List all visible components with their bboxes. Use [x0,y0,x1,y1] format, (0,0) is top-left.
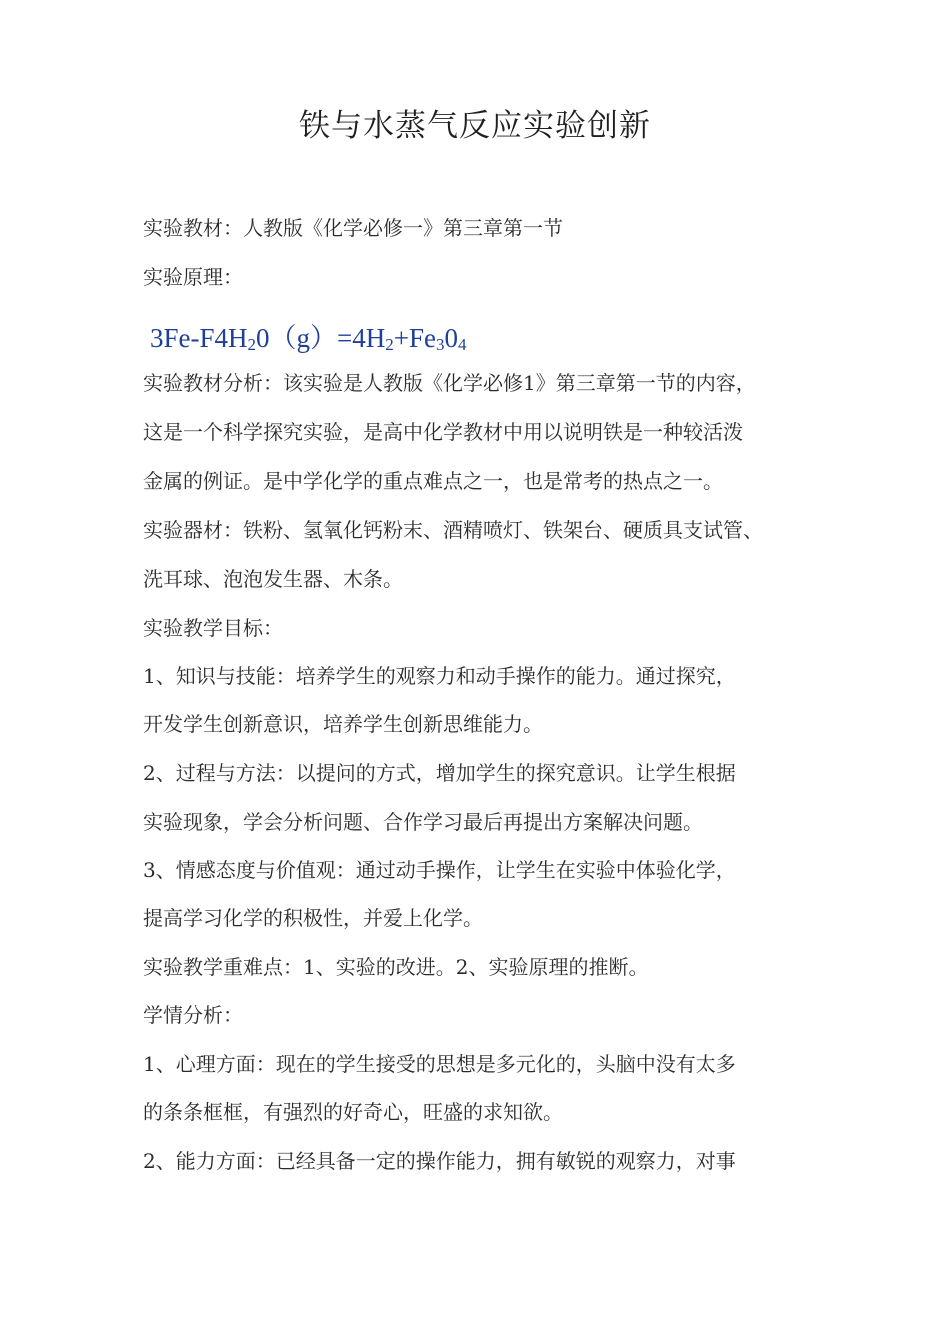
body-line: 开发学生创新意识，培养学生创新思维能力。 [143,712,543,736]
formula-subscript: 4 [457,335,467,354]
body-line: 实验现象，学会分析问题、合作学习最后再提出方案解决问题。 [143,810,703,834]
document-title: 铁与水蒸气反应实验创新 [299,108,651,144]
formula-part: 0（g）=4H [256,323,386,353]
body-line: 1、知识与技能：培养学生的观察力和动手操作的能力。通过探究， [143,664,736,688]
body-line: 这是一个科学探究实验，是高中化学教材中用以说明铁是一种较活泼 [143,420,743,444]
body-line: 实验器材：铁粉、氢氧化钙粉末、酒精喷灯、铁架台、硬质具支试管、 [143,518,763,542]
principle-label: 实验原理： [143,265,243,289]
formula-part: 3Fe-F4H [150,323,248,353]
body-line: 提高学习化学的积极性，并爱上化学。 [143,906,483,930]
body-line: 洗耳球、泡泡发生器、木条。 [143,567,403,591]
body-line: 2、能力方面：已经具备一定的操作能力，拥有敏锐的观察力，对事 [143,1149,736,1173]
body-line: 2、过程与方法：以提问的方式，增加学生的探究意识。让学生根据 [143,761,736,785]
section-heading: 学情分析： [143,1003,243,1027]
body-line: 的条条框框，有强烈的好奇心，旺盛的求知欲。 [143,1100,563,1124]
body-line: 实验教材分析：该实验是人教版《化学必修1》第三章第一节的内容， [143,371,756,395]
formula-subscript: 2 [247,335,257,354]
formula-part: +Fe [393,323,436,353]
reaction-equation [150,318,466,365]
formula-subscript: 2 [385,335,394,354]
body-line: 3、情感态度与价值观：通过动手操作，让学生在实验中体验化学， [143,858,736,882]
formula-subscript: 3 [435,335,445,354]
body-line: 金属的例证。是中学化学的重点难点之一，也是常考的热点之一。 [143,469,723,493]
formula-part: 0 [444,323,458,353]
section-heading: 实验教学目标： [143,616,283,640]
material-line: 实验教材：人教版《化学必修一》第三章第一节 [143,216,563,240]
body-line: 1、心理方面：现在的学生接受的思想是多元化的，头脑中没有太多 [143,1052,736,1076]
body-line: 实验教学重难点：1、实验的改进。2、实验原理的推断。 [143,955,649,979]
